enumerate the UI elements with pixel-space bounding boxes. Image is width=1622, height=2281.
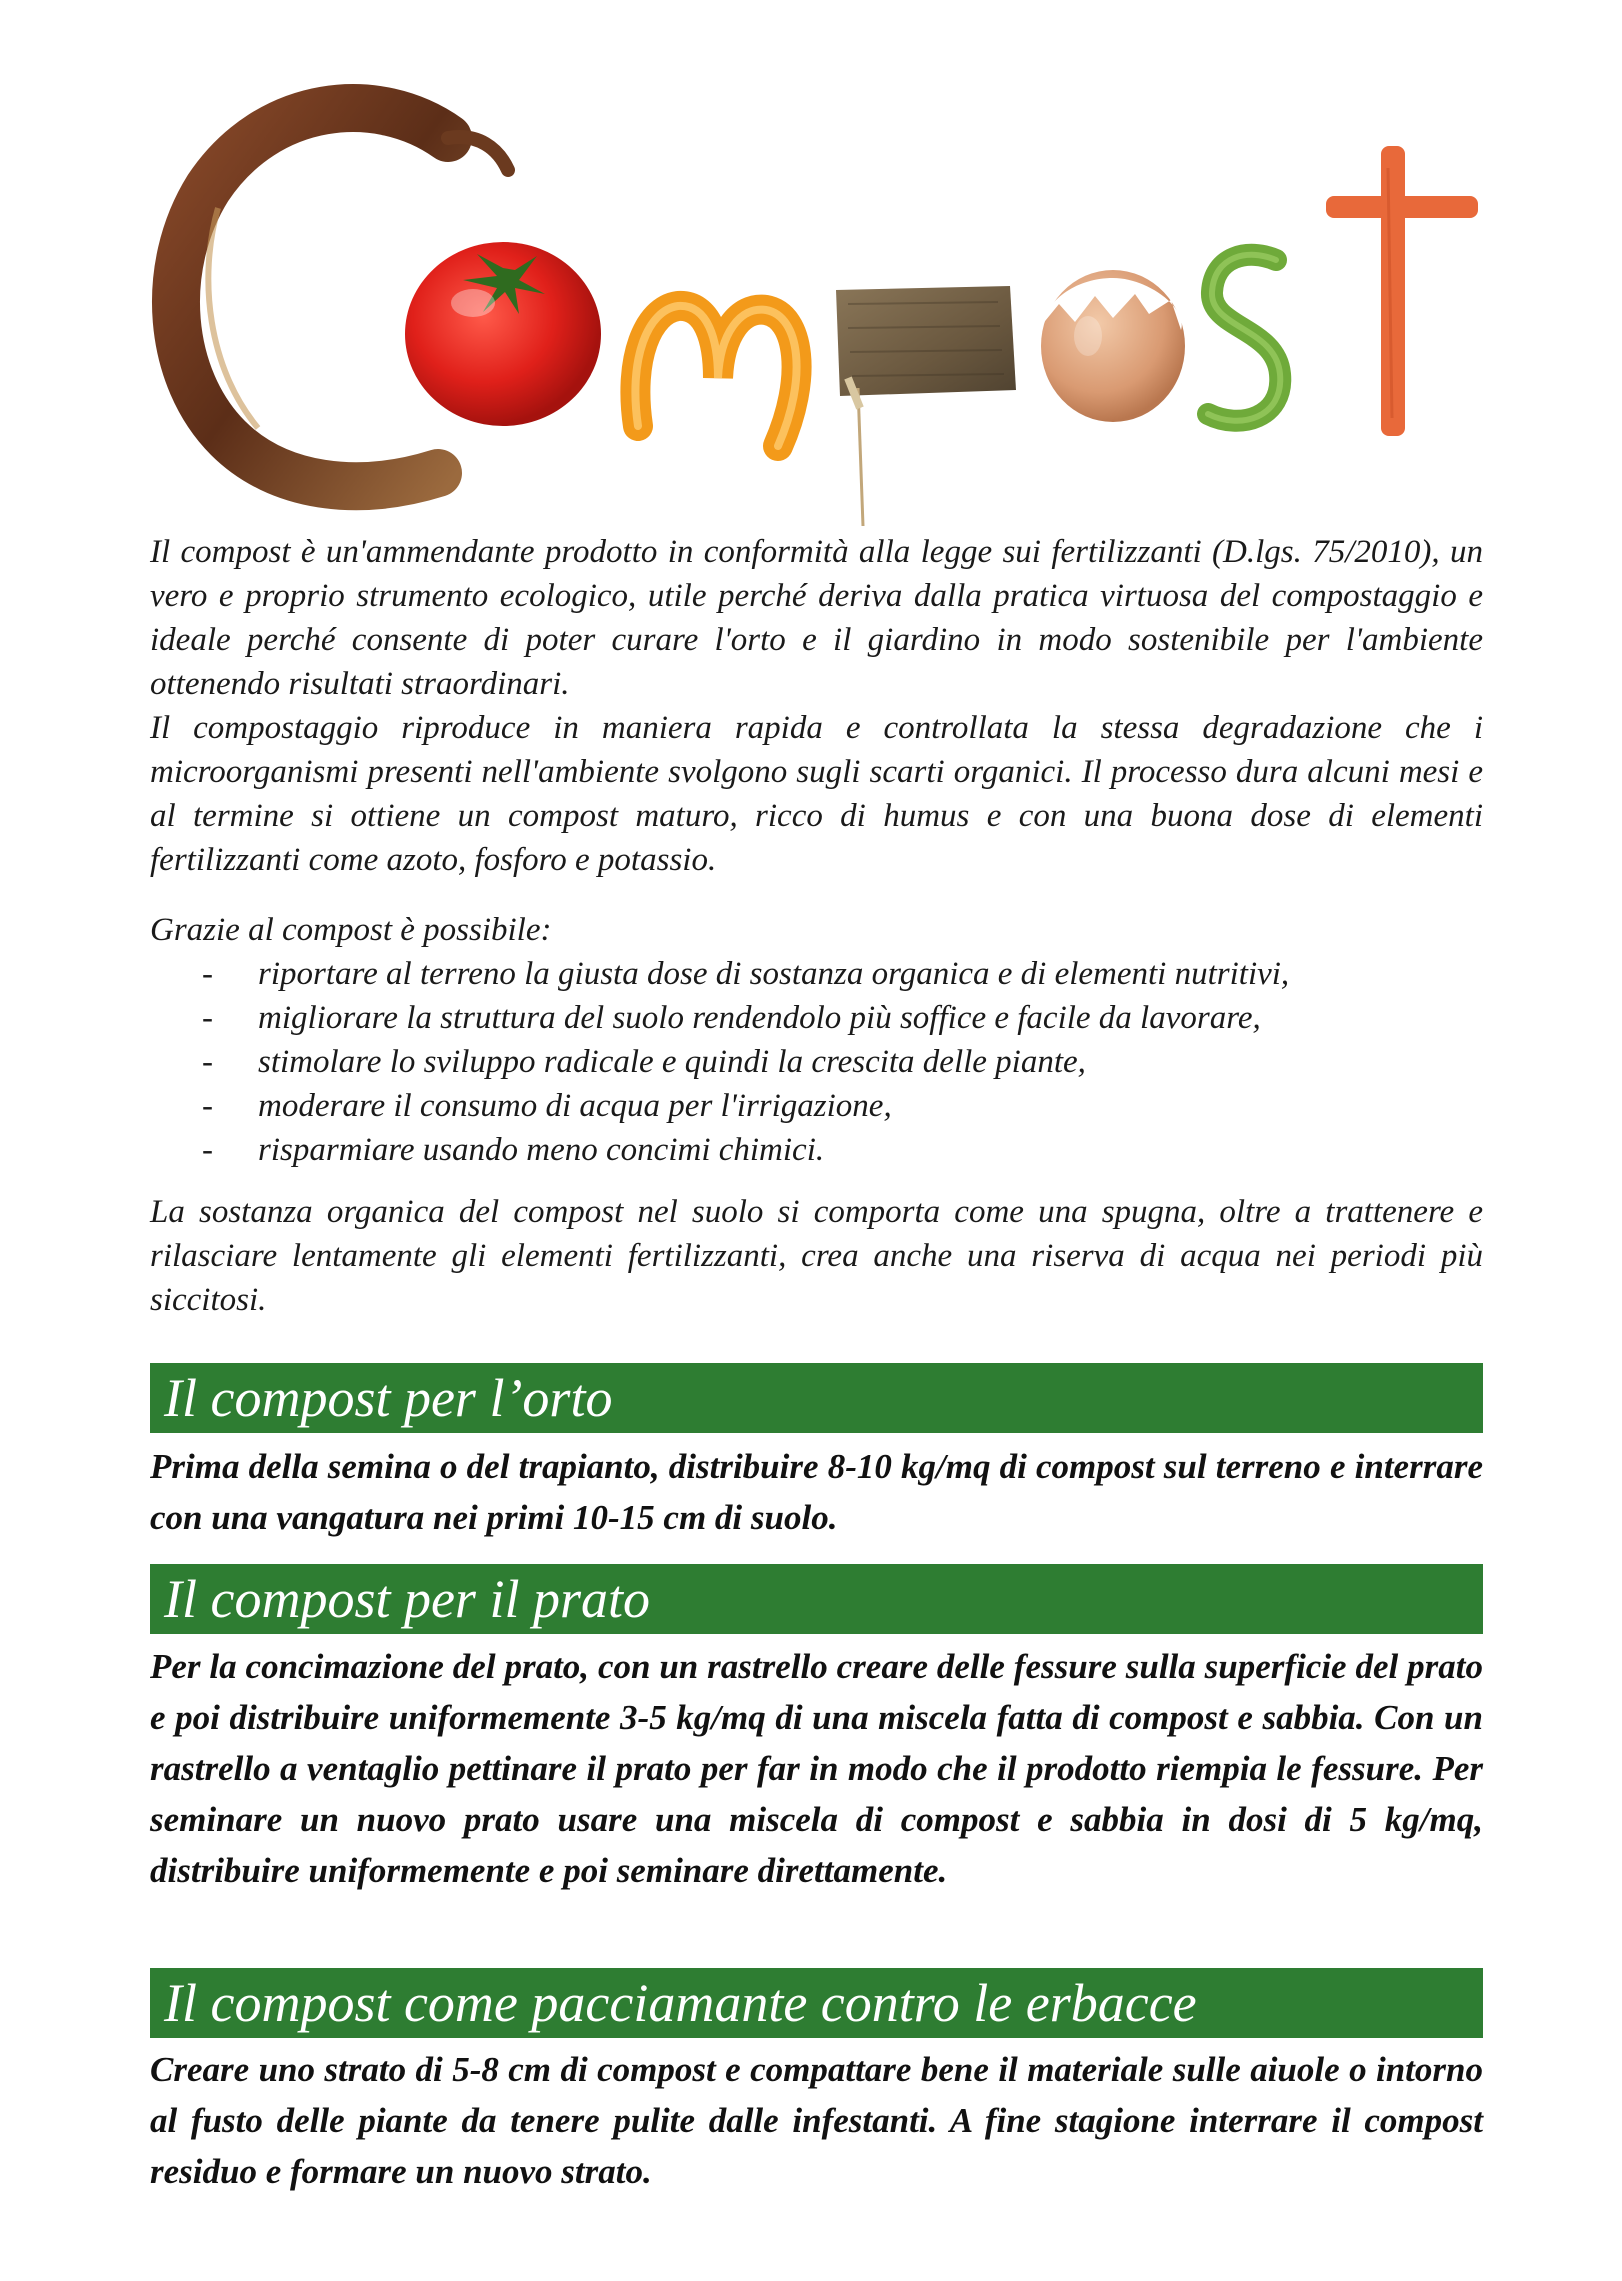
compost-banner	[148, 78, 1478, 528]
list-dash: -	[202, 1000, 213, 1036]
list-item	[150, 952, 1483, 996]
list-dash: -	[202, 1044, 213, 1080]
list-item-text: risparmiare usando meno concimi chimici.	[258, 1132, 825, 1168]
list-dash: -	[202, 1088, 213, 1124]
list-dash: -	[202, 1132, 213, 1168]
letter-p-bread-crust	[836, 286, 1016, 526]
section-body-prato: Per la concimazione del prato, con un rastrello creare delle fessure sulla superficie del prato e poi distribuire uniformemente 3-5 kg/mq di una miscela fatta di compost e sabbia. Con un rastrello a ventaglio pettinare il prato per far in modo che il prodotto riempia le fessure. Per seminare un nuovo prato usare una miscela di compost e sabbia in dosi di 5 kg/mq, distribuire uniformemente e poi seminare direttamente.	[150, 1647, 1483, 1890]
list-item-text: stimolare lo sviluppo radicale e quindi la crescita delle piante,	[258, 1044, 1086, 1080]
compost-banner-illustration	[148, 78, 1478, 528]
section-header-pacciamante: Il compost come pacciamante contro le erbacce	[150, 1968, 1483, 2038]
letter-t-carrot-sticks	[1326, 146, 1478, 436]
benefits-list	[150, 952, 1483, 1172]
section-body-orto: Prima della semina o del trapianto, distribuire 8-10 kg/mq di compost sul terreno e interrare con una vangatura nei primi 10-15 cm di suolo.	[150, 1447, 1483, 1537]
list-item	[150, 1040, 1483, 1084]
intro-text	[150, 530, 1483, 882]
list-item-text: migliorare la struttura del suolo rendendolo più soffice e facile da lavorare,	[258, 1000, 1261, 1036]
letter-o-tomato	[405, 242, 601, 426]
list-item	[150, 1128, 1483, 1172]
benefits-intro: Grazie al compost è possibile:	[150, 912, 552, 948]
section-body-pacciamante: Creare uno strato di 5-8 cm di compost e compattare bene il materiale sulle aiuole o intorno al fusto delle piante da tenere pulite dalle infestanti. A fine stagione interrare il compost residuo e formare un nuovo strato.	[150, 2050, 1483, 2191]
intro-paragraph-2: Il compostaggio riproduce in maniera rapida e controllata la stessa degradazione che i microorganismi presenti nell'ambiente svolgono sugli scarti organici. Il processo dura alcuni mesi e al termine si ottiene un compost maturo, ricco di humus e con una buona dose di elementi fertilizzanti come azoto, fosforo e potassio.	[150, 710, 1483, 878]
sponge-paragraph: La sostanza organica del compost nel suolo si comporta come una spugna, oltre a trattenere e rilasciare lentamente gli elementi fertilizzanti, crea anche una riserva di acqua nei periodi più siccitosi.	[150, 1194, 1483, 1318]
list-item	[150, 1084, 1483, 1128]
letter-o-egg-shell	[1041, 270, 1185, 422]
intro-paragraph-1: Il compost è un'ammendante prodotto in conformità alla legge sui fertilizzanti (D.lgs. 75/2010), un vero e proprio strumento ecologico, utile perché deriva dalla pratica virtuosa del compostaggio e ideale perché consente di poter curare l'orto e il giardino in modo sostenibile per l'ambiente ottenendo risultati straordinari.	[150, 534, 1483, 702]
section-header-orto: Il compost per l’orto	[150, 1363, 1483, 1433]
letter-m-orange-peel	[635, 306, 796, 446]
list-dash: -	[202, 956, 213, 992]
letter-s-green-bean	[1208, 255, 1280, 421]
list-item-text: moderare il consumo di acqua per l'irrigazione,	[258, 1088, 892, 1124]
section-header-prato: Il compost per il prato	[150, 1564, 1483, 1634]
list-item-text: riportare al terreno la giusta dose di sostanza organica e di elementi nutritivi,	[258, 956, 1290, 992]
list-item	[150, 996, 1483, 1040]
